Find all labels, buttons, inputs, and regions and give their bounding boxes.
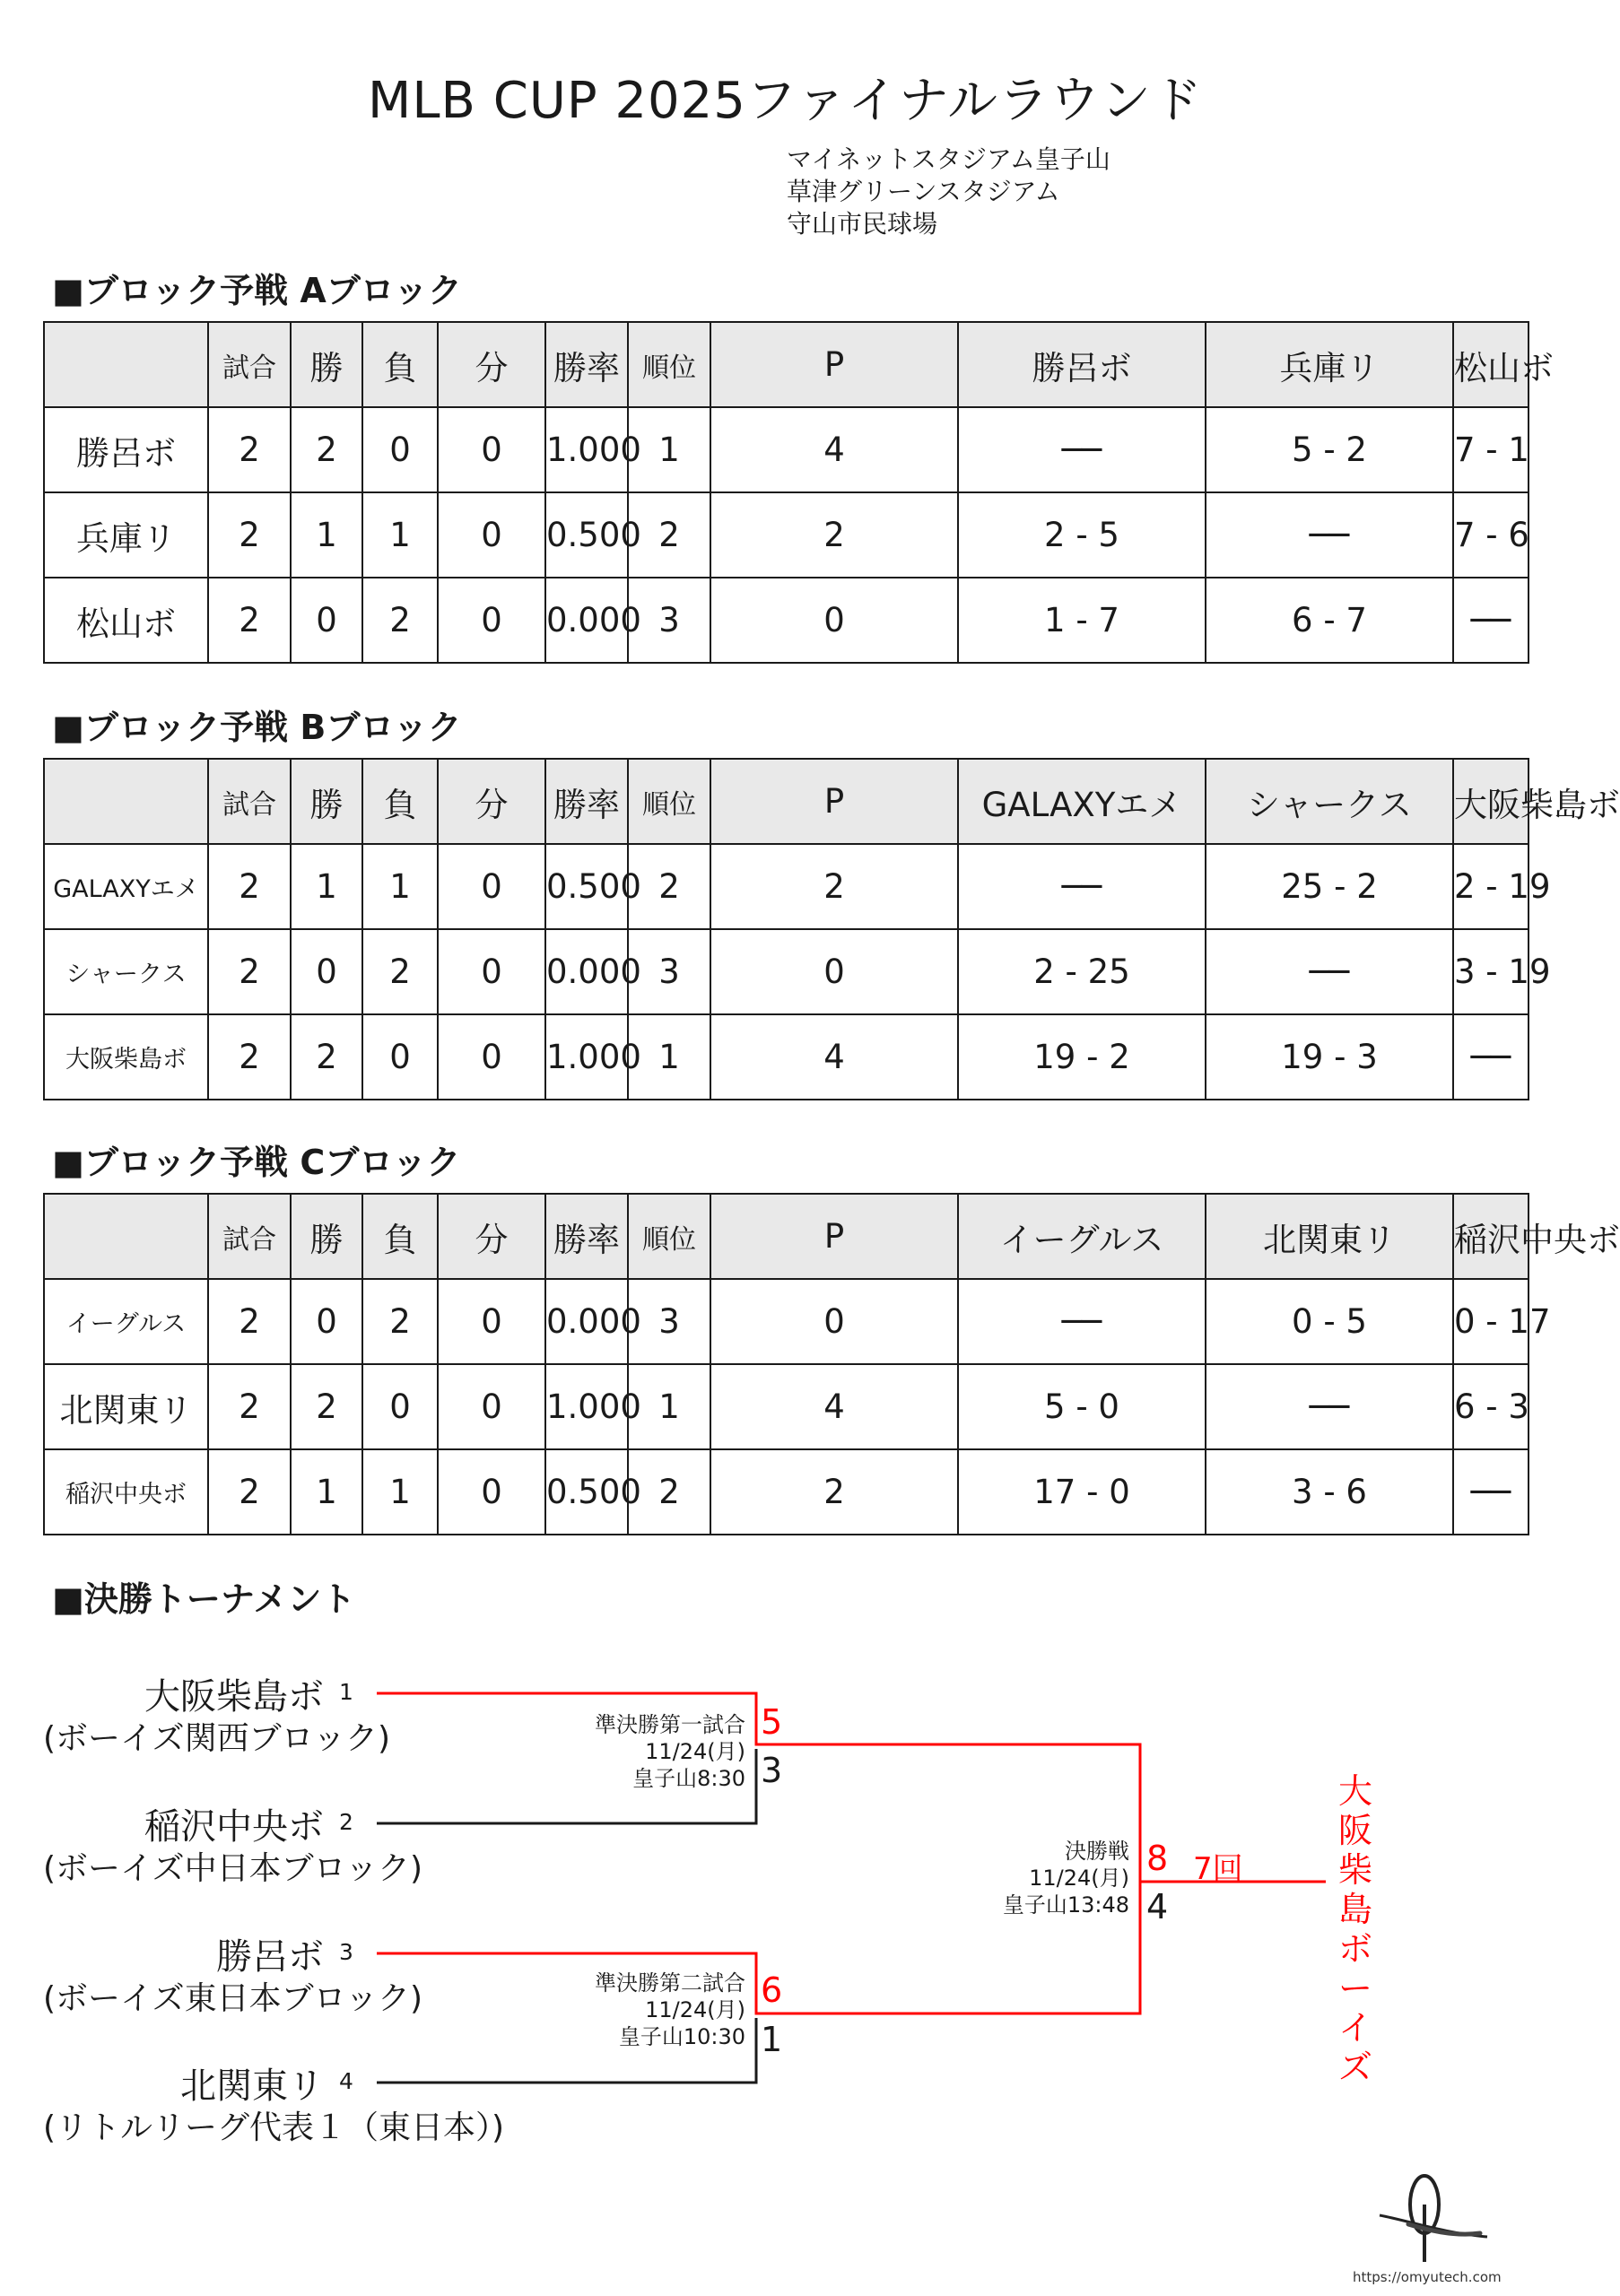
- team-name-cell: 北関東リ: [44, 1364, 208, 1449]
- stat-cell-games: 2: [208, 578, 291, 663]
- header-cell: 負: [362, 759, 438, 844]
- stat-cell-rank: 3: [628, 1279, 710, 1364]
- header-cell: 負: [362, 322, 438, 407]
- result-cell: 17 - 0: [958, 1449, 1206, 1535]
- result-cell: ──: [1206, 492, 1453, 578]
- header-opponent-cell: シャークス: [1206, 759, 1453, 844]
- result-cell: ──: [958, 1279, 1206, 1364]
- bracket-sub-3: (ボーイズ東日本ブロック): [43, 1980, 423, 2017]
- stat-cell-win: 1: [291, 1449, 362, 1535]
- final-score-bottom: 4: [1146, 1887, 1169, 1926]
- header-opponent-cell: GALAXYエメ: [958, 759, 1206, 844]
- stat-cell-draw: 0: [438, 1364, 545, 1449]
- bracket-team-2: 稲沢中央ボ: [144, 1806, 324, 1848]
- bracket-sub-1: (ボーイズ関西ブロック): [43, 1720, 391, 1757]
- stat-cell-pct: 1.000: [545, 1364, 628, 1449]
- stat-cell-win: 2: [291, 1014, 362, 1100]
- stat-cell-loss: 2: [362, 929, 438, 1014]
- header-opponent-cell: 大阪柴島ボ: [1453, 759, 1529, 844]
- stat-cell-pts: 4: [710, 407, 958, 492]
- result-cell: 3 - 19: [1453, 929, 1529, 1014]
- stat-cell-win: 0: [291, 929, 362, 1014]
- header-cell: 順位: [628, 1194, 710, 1279]
- result-cell: 5 - 0: [958, 1364, 1206, 1449]
- stat-cell-pts: 4: [710, 1014, 958, 1100]
- stat-cell-draw: 0: [438, 578, 545, 663]
- stat-cell-loss: 1: [362, 492, 438, 578]
- header-cell: 試合: [208, 1194, 291, 1279]
- result-cell: 19 - 2: [958, 1014, 1206, 1100]
- stat-cell-loss: 0: [362, 1014, 438, 1100]
- stat-cell-pct: 0.000: [545, 929, 628, 1014]
- semi1-score-bottom: 3: [761, 1751, 783, 1790]
- stat-cell-rank: 3: [628, 578, 710, 663]
- header-cell: 勝: [291, 1194, 362, 1279]
- stat-cell-rank: 2: [628, 844, 710, 929]
- semi2-label: 準決勝第二試合: [595, 1970, 745, 1996]
- result-cell: 6 - 3: [1453, 1364, 1529, 1449]
- bracket-team-4: 北関東リ: [180, 2066, 324, 2107]
- stat-cell-rank: 2: [628, 1449, 710, 1535]
- bracket-seed-3: 3: [339, 1939, 353, 1965]
- semi2-score-bottom: 1: [761, 2020, 783, 2059]
- stat-cell-games: 2: [208, 1449, 291, 1535]
- stat-cell-games: 2: [208, 1014, 291, 1100]
- stat-cell-draw: 0: [438, 1449, 545, 1535]
- stat-cell-loss: 1: [362, 844, 438, 929]
- stat-cell-rank: 3: [628, 929, 710, 1014]
- stat-cell-win: 1: [291, 492, 362, 578]
- block-heading: ■ブロック予戦 Bブロック: [52, 708, 462, 747]
- header-cell: 分: [438, 759, 545, 844]
- venue-3: 守山市民球場: [787, 209, 938, 239]
- result-cell: 7 - 1: [1453, 407, 1529, 492]
- result-cell: 2 - 19: [1453, 844, 1529, 929]
- stat-cell-pct: 0.000: [545, 578, 628, 663]
- header-cell: P: [710, 759, 958, 844]
- semi2-venue-time: 皇子山10:30: [618, 2024, 745, 2049]
- champion-label: 大阪柴島ボーイズ: [1337, 1771, 1372, 2087]
- result-cell: 3 - 6: [1206, 1449, 1453, 1535]
- stat-cell-loss: 1: [362, 1449, 438, 1535]
- team-name-cell: GALAXYエメ: [44, 844, 208, 929]
- bracket-sub-2: (ボーイズ中日本ブロック): [43, 1850, 423, 1887]
- result-cell: 19 - 3: [1206, 1014, 1453, 1100]
- header-opponent-cell: 稲沢中央ボ: [1453, 1194, 1529, 1279]
- stat-cell-games: 2: [208, 492, 291, 578]
- venue-1: マイネットスタジアム皇子山: [787, 144, 1110, 174]
- stat-cell-rank: 2: [628, 492, 710, 578]
- header-cell: 勝: [291, 322, 362, 407]
- result-cell: ──: [1453, 578, 1529, 663]
- team-name-cell: イーグルス: [44, 1279, 208, 1364]
- header-opponent-cell: 松山ボ: [1453, 322, 1529, 407]
- result-cell: 2 - 25: [958, 929, 1206, 1014]
- stat-cell-pct: 1.000: [545, 1014, 628, 1100]
- header-opponent-cell: イーグルス: [958, 1194, 1206, 1279]
- stat-cell-games: 2: [208, 1364, 291, 1449]
- stat-cell-pts: 2: [710, 1449, 958, 1535]
- semi2-info: [595, 1970, 745, 2050]
- result-cell: ──: [1453, 1449, 1529, 1535]
- result-cell: 1 - 7: [958, 578, 1206, 663]
- header-cell: 順位: [628, 759, 710, 844]
- bracket-sub-4: (リトルリーグ代表１（東日本）): [43, 2109, 505, 2146]
- header-cell: 勝: [291, 759, 362, 844]
- stat-cell-draw: 0: [438, 844, 545, 929]
- stat-cell-loss: 0: [362, 407, 438, 492]
- stat-cell-games: 2: [208, 407, 291, 492]
- final-score-top: 8: [1146, 1839, 1169, 1878]
- stat-cell-pts: 4: [710, 1364, 958, 1449]
- result-cell: ──: [1453, 1014, 1529, 1100]
- stat-cell-win: 2: [291, 407, 362, 492]
- stat-cell-win: 0: [291, 1279, 362, 1364]
- stat-cell-draw: 0: [438, 1279, 545, 1364]
- final-info: [1003, 1838, 1129, 1918]
- team-name-cell: 兵庫リ: [44, 492, 208, 578]
- final-venue-time: 皇子山13:48: [1002, 1892, 1129, 1918]
- stat-cell-pts: 0: [710, 929, 958, 1014]
- bracket-seed-1: 1: [339, 1679, 353, 1705]
- team-name-cell: 稲沢中央ボ: [44, 1449, 208, 1535]
- result-cell: ──: [1206, 1364, 1453, 1449]
- header-cell: P: [710, 1194, 958, 1279]
- stat-cell-pts: 2: [710, 492, 958, 578]
- block-heading: ■ブロック予戦 Aブロック: [52, 271, 463, 310]
- header-cell: 分: [438, 322, 545, 407]
- header-cell: 負: [362, 1194, 438, 1279]
- semi1-info: [595, 1711, 745, 1792]
- stat-cell-win: 1: [291, 844, 362, 929]
- stat-cell-win: 0: [291, 578, 362, 663]
- result-cell: 5 - 2: [1206, 407, 1453, 492]
- semi2-date: 11/24(月): [645, 1997, 745, 2022]
- team-name-cell: 大阪柴島ボ: [44, 1014, 208, 1100]
- stat-cell-pct: 0.500: [545, 844, 628, 929]
- stat-cell-pct: 0.500: [545, 492, 628, 578]
- result-cell: 7 - 6: [1453, 492, 1529, 578]
- header-opponent-cell: 兵庫リ: [1206, 322, 1453, 407]
- result-cell: 25 - 2: [1206, 844, 1453, 929]
- stat-cell-rank: 1: [628, 1364, 710, 1449]
- stat-cell-games: 2: [208, 929, 291, 1014]
- bracket-line-seed1: [377, 1693, 1326, 1882]
- omyutech-logo-icon: [1372, 2161, 1489, 2269]
- team-name-cell: 松山ボ: [44, 578, 208, 663]
- bracket-team-1: 大阪柴島ボ: [144, 1676, 324, 1718]
- venue-2: 草津グリーンスタジアム: [787, 177, 1060, 206]
- result-cell: 6 - 7: [1206, 578, 1453, 663]
- header-cell: 勝率: [545, 759, 628, 844]
- semi1-score-top: 5: [761, 1702, 783, 1742]
- footer-url: https://omyutech.com: [1353, 2269, 1502, 2285]
- team-name-cell: 勝呂ボ: [44, 407, 208, 492]
- tournament-heading: ■決勝トーナメント: [52, 1579, 356, 1619]
- stat-cell-rank: 1: [628, 1014, 710, 1100]
- final-label: 決勝戦: [1065, 1839, 1129, 1864]
- result-cell: ──: [958, 407, 1206, 492]
- header-cell: 試合: [208, 322, 291, 407]
- stat-cell-pct: 0.500: [545, 1449, 628, 1535]
- stat-cell-draw: 0: [438, 492, 545, 578]
- stat-cell-pts: 2: [710, 844, 958, 929]
- semi2-score-top: 6: [761, 1970, 783, 2010]
- stat-cell-draw: 0: [438, 1014, 545, 1100]
- stat-cell-loss: 2: [362, 578, 438, 663]
- bracket-seed-2: 2: [339, 1809, 353, 1835]
- team-name-cell: シャークス: [44, 929, 208, 1014]
- final-innings: 7回: [1193, 1851, 1243, 1887]
- header-cell: 順位: [628, 322, 710, 407]
- header-cell: P: [710, 322, 958, 407]
- block-heading: ■ブロック予戦 Cブロック: [52, 1143, 461, 1182]
- stat-cell-pct: 1.000: [545, 407, 628, 492]
- page-title: MLB CUP 2025ファイナルラウンド: [368, 72, 1203, 130]
- semi1-label: 準決勝第一試合: [595, 1712, 745, 1737]
- stat-cell-rank: 1: [628, 407, 710, 492]
- header-cell: 試合: [208, 759, 291, 844]
- result-cell: ──: [1206, 929, 1453, 1014]
- stat-cell-draw: 0: [438, 407, 545, 492]
- stat-cell-loss: 0: [362, 1364, 438, 1449]
- header-opponent-cell: 勝呂ボ: [958, 322, 1206, 407]
- header-cell: 勝率: [545, 1194, 628, 1279]
- header-cell: 勝率: [545, 322, 628, 407]
- stat-cell-pts: 0: [710, 578, 958, 663]
- stat-cell-loss: 2: [362, 1279, 438, 1364]
- header-opponent-cell: 北関東リ: [1206, 1194, 1453, 1279]
- semi1-venue-time: 皇子山8:30: [632, 1766, 745, 1791]
- stat-cell-games: 2: [208, 1279, 291, 1364]
- header-cell: 分: [438, 1194, 545, 1279]
- result-cell: 0 - 5: [1206, 1279, 1453, 1364]
- bracket-seed-4: 4: [339, 2068, 353, 2094]
- stat-cell-pts: 0: [710, 1279, 958, 1364]
- result-cell: ──: [958, 844, 1206, 929]
- stat-cell-win: 2: [291, 1364, 362, 1449]
- semi1-date: 11/24(月): [645, 1739, 745, 1764]
- result-cell: 2 - 5: [958, 492, 1206, 578]
- stat-cell-pct: 0.000: [545, 1279, 628, 1364]
- result-cell: 0 - 17: [1453, 1279, 1529, 1364]
- stat-cell-games: 2: [208, 844, 291, 929]
- final-date: 11/24(月): [1029, 1866, 1129, 1891]
- stat-cell-draw: 0: [438, 929, 545, 1014]
- bracket-team-3: 勝呂ボ: [216, 1936, 324, 1978]
